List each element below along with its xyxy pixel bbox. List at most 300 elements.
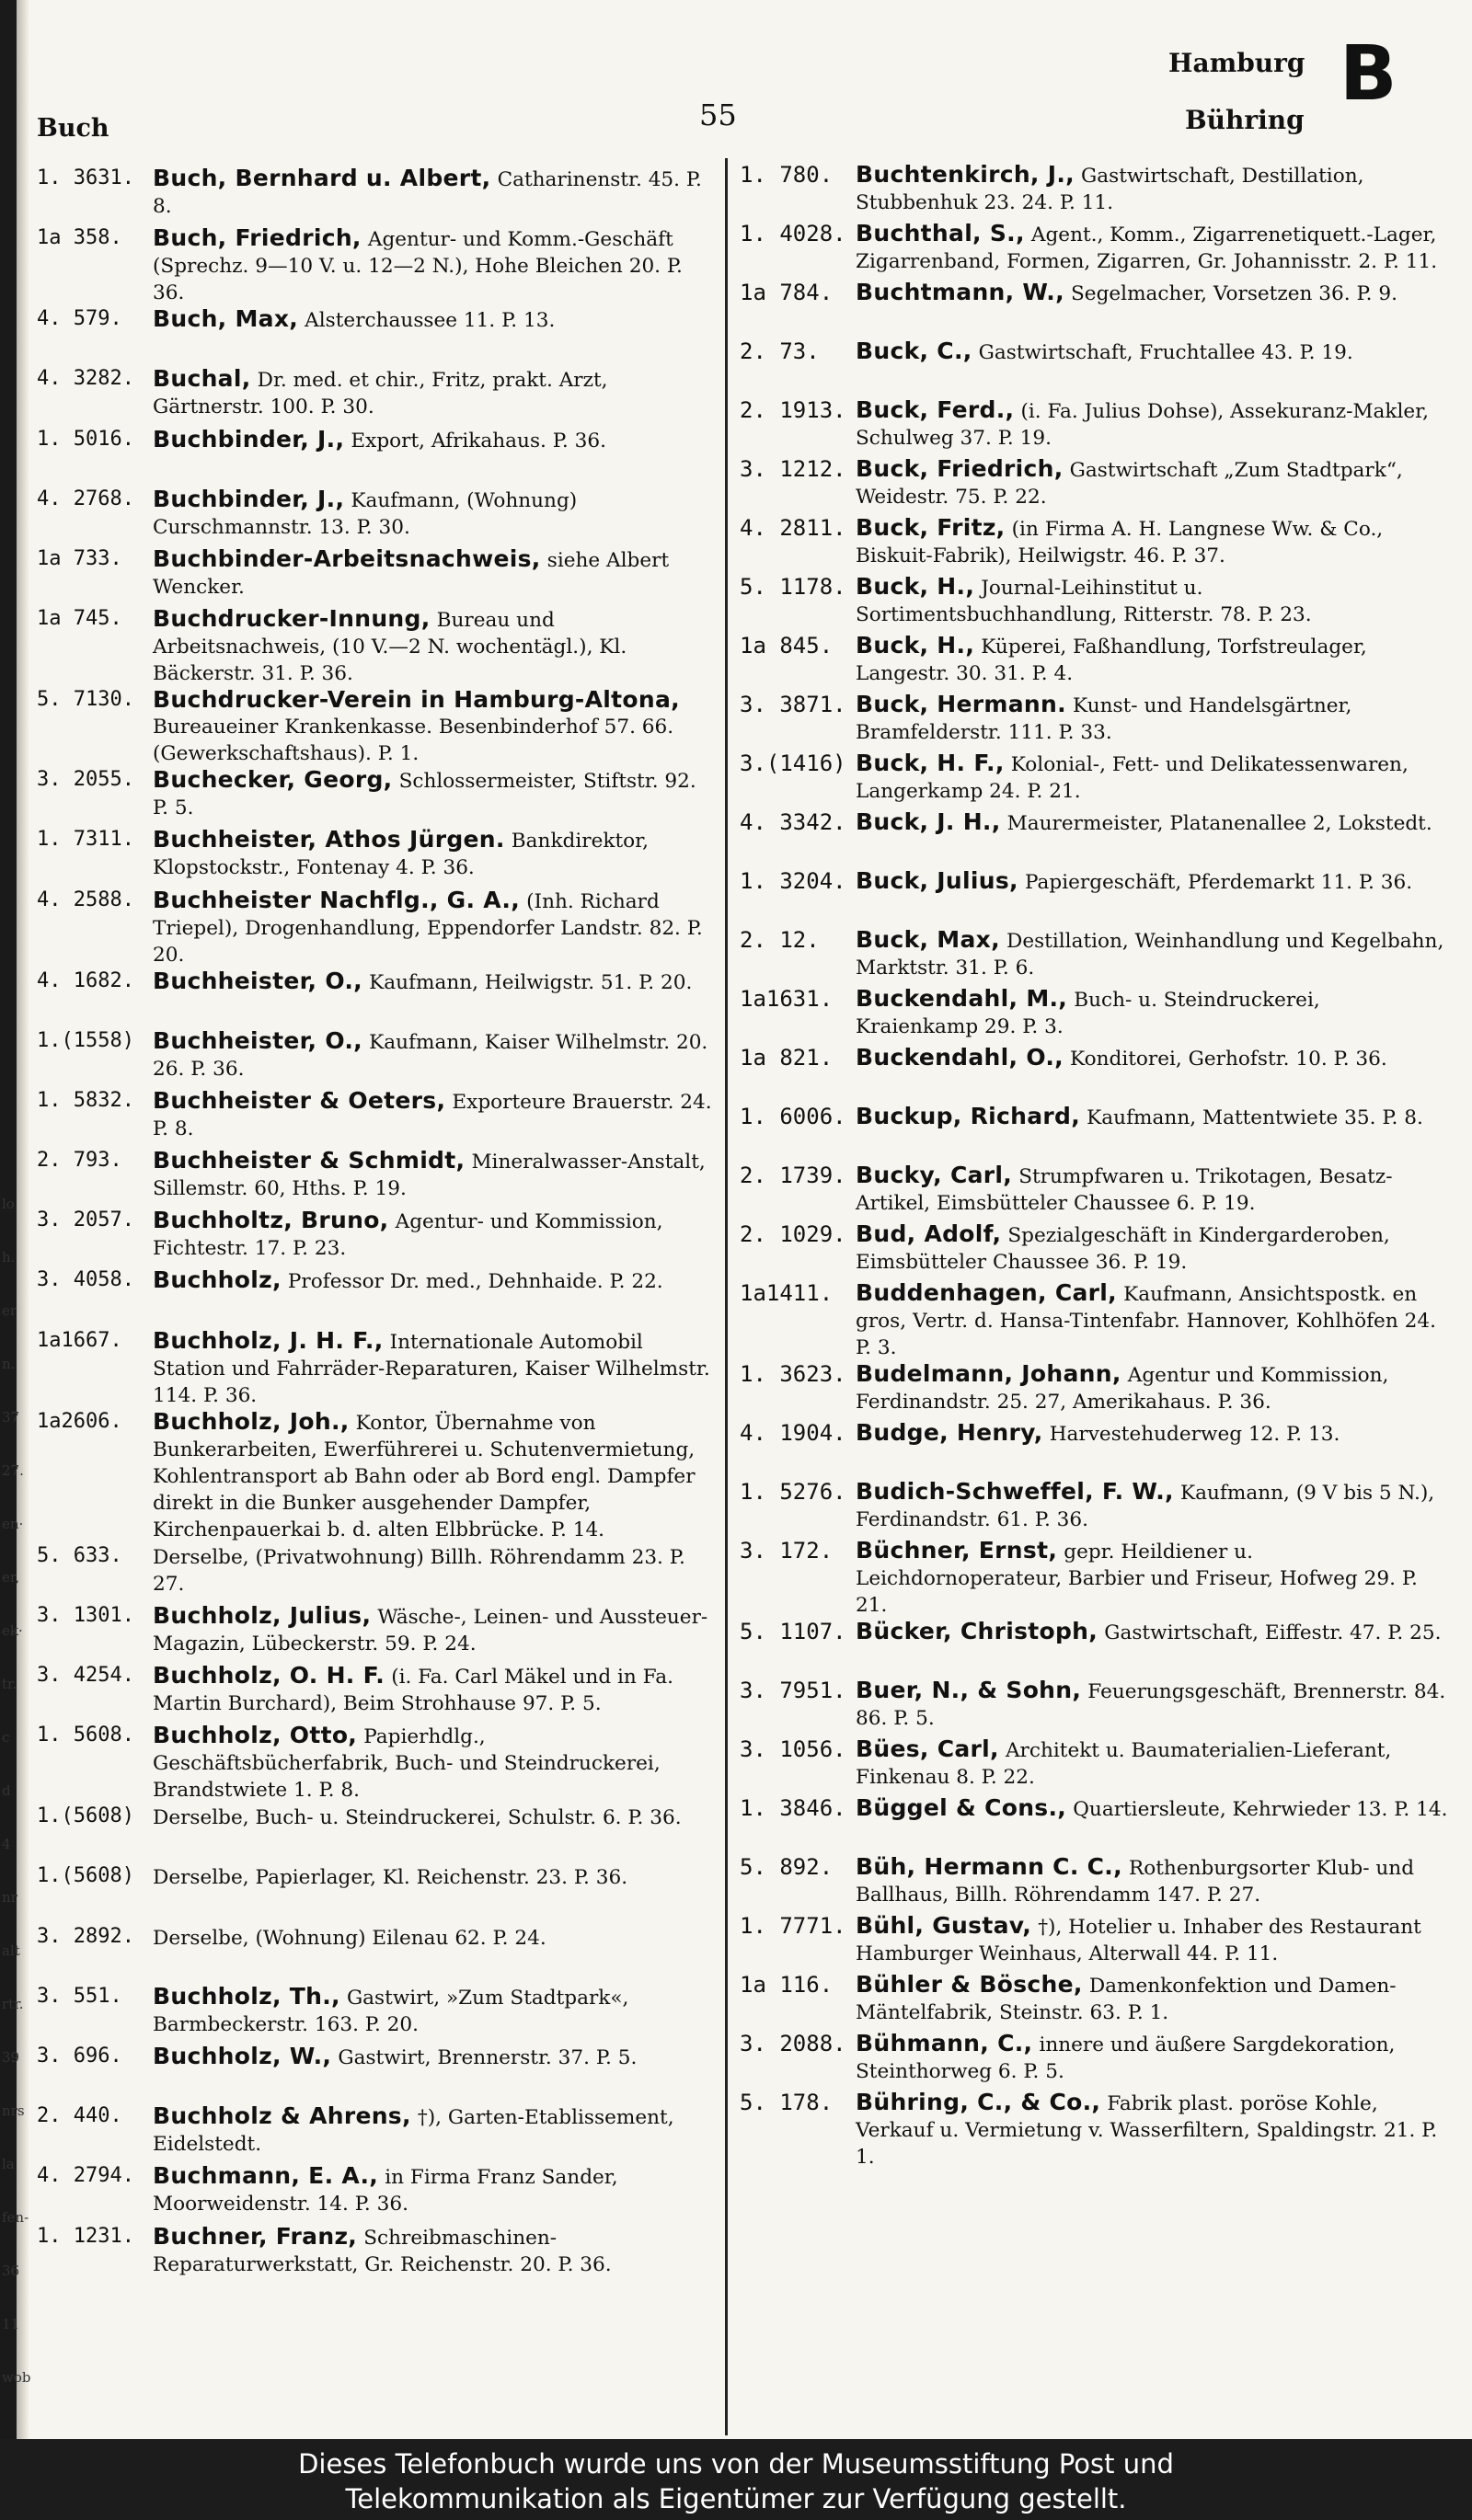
entry-text: [856, 633, 1448, 687]
phone-number: 2. 440.: [37, 2104, 122, 2128]
entry-text: [153, 1804, 718, 1831]
subscriber-name: Buer, N., & Sohn,: [856, 1677, 1082, 1703]
entry-text: [153, 1984, 718, 2038]
entry-text: [153, 968, 718, 996]
subscriber-name: Buck, H.,: [856, 632, 975, 659]
subscriber-name: Buck, J. H.,: [856, 808, 1001, 835]
entry-text: [856, 1619, 1448, 1646]
subscriber-details: Gastwirtschaft, Eiffestr. 47. P. 25.: [1104, 1621, 1442, 1644]
entry-text: [856, 2090, 1448, 2171]
edge-fragment: nr: [2, 1889, 17, 1906]
phone-number: 3. 696.: [37, 2044, 122, 2068]
subscriber-name: Buchheister & Schmidt,: [153, 1147, 466, 1174]
entry-text: [856, 927, 1448, 981]
entry-text: [856, 1280, 1448, 1361]
subscriber-name: Büh, Hermann C. C.,: [856, 1853, 1122, 1880]
subscriber-name: Buchholz, Th.,: [153, 1982, 340, 2010]
entry-text: [153, 2224, 718, 2278]
entry-text: [856, 1736, 1448, 1791]
subscriber-name: Buchholz, Joh.,: [153, 1407, 350, 1435]
subscriber-name: Buchbinder-Arbeitsnachweis,: [153, 544, 541, 572]
directory-entry: [37, 1267, 718, 1327]
entry-text: [856, 750, 1448, 805]
subscriber-name: Buchholtz, Bruno,: [153, 1207, 389, 1234]
entry-text: [153, 767, 718, 821]
phone-number: 1. 3204.: [740, 868, 846, 894]
directory-entry: [740, 221, 1448, 280]
subscriber-name: Buchdrucker-Innung,: [153, 605, 431, 633]
phone-number: 1. 5832.: [37, 1088, 134, 1112]
edge-fragment: 27.: [2, 1462, 24, 1479]
directory-entry: [37, 827, 718, 887]
subscriber-details: Agentur- und Kommission, Fichtestr. 17. P. 23.: [153, 1210, 663, 1261]
entry-text: [153, 1328, 718, 1409]
phone-number: 3. 1301.: [37, 1603, 134, 1627]
edge-fragment: en·: [2, 1516, 24, 1532]
edge-fragment: wob: [2, 2369, 31, 2386]
phone-number: 1. 5276.: [740, 1479, 846, 1505]
directory-entry: [740, 1361, 1448, 1420]
subscriber-details: Rothenburgsorter Klub- und Ballhaus, Billh. Röhrendamm 147. P. 27.: [856, 1857, 1415, 1907]
subscriber-name: Buchheister, Athos Jürgen.: [153, 826, 505, 853]
footer-line-2: Telekommunikation als Eigentümer zur Verfügung gestellt.: [345, 2483, 1127, 2514]
directory-entry: [740, 1104, 1448, 1163]
subscriber-name: Bühl, Gustav,: [856, 1912, 1032, 1939]
entry-text: [856, 1479, 1448, 1533]
directory-entry: [37, 968, 718, 1028]
edge-fragment: lo: [2, 1196, 15, 1212]
phone-number: 1a2606.: [37, 1409, 122, 1433]
entry-text: [153, 487, 718, 541]
entry-text: [856, 397, 1448, 452]
phone-number: 1a 821.: [740, 1045, 834, 1071]
entry-text: [856, 221, 1448, 275]
directory-entry: [740, 1163, 1448, 1221]
directory-entry: [740, 1538, 1448, 1619]
subscriber-details: Gastwirtschaft „Zum Stadtpark“, Weidestr. 75. P. 22.: [856, 459, 1403, 509]
phone-number: 1. 5608.: [37, 1724, 134, 1747]
subscriber-details: Mineralwasser-Anstalt, Sillemstr. 60, Hths. P. 19.: [153, 1151, 706, 1201]
subscriber-name: Buchheister Nachflg., G. A.,: [153, 886, 520, 913]
phone-number: 1. 4028.: [740, 221, 846, 246]
edge-fragment: tr.: [2, 1676, 17, 1692]
entry-text: [856, 1420, 1448, 1448]
subscriber-name: Buchtmann, W.,: [856, 279, 1064, 305]
directory-entry: [740, 1280, 1448, 1361]
header-left-word: Buch: [37, 114, 109, 143]
entry-text: [856, 1678, 1448, 1732]
directory-entry: [740, 1678, 1448, 1736]
edge-fragment: h.: [2, 1249, 16, 1266]
edge-fragment: 36: [2, 2262, 20, 2279]
subscriber-details: Wäsche-, Leinen- und Aussteuer-Magazin, Lübeckerstr. 59. P. 24.: [153, 1605, 708, 1655]
directory-entry: [37, 1984, 718, 2044]
subscriber-details: †), Garten-Etablissement, Eidelstedt.: [153, 2106, 674, 2157]
subscriber-details: Küperei, Faßhandlung, Torfstreulager, Langestr. 30. 31. P. 4.: [856, 636, 1367, 685]
phone-number: 3. 2892.: [37, 1924, 134, 1948]
directory-entry: [740, 692, 1448, 750]
subscriber-name: Büggel & Cons.,: [856, 1794, 1067, 1821]
directory-entry: [37, 1924, 718, 1984]
subscriber-name: Buch, Max,: [153, 305, 299, 333]
phone-number: 3. 7951.: [740, 1678, 846, 1703]
edge-fragment: er: [2, 1302, 17, 1319]
phone-number: 1.(1558): [37, 1028, 134, 1052]
entry-text: [153, 2103, 718, 2158]
phone-number: 1.(5608): [37, 1864, 134, 1888]
phone-number: 3. 4254.: [37, 1664, 134, 1687]
entry-text: [856, 1913, 1448, 1967]
subscriber-details: Kaufmann, (Wohnung) Curschmannstr. 13. P. 30.: [153, 488, 578, 539]
subscriber-details: in Firma Franz Sander, Moorweidenstr. 14. P. 36.: [153, 2166, 618, 2216]
phone-number: 4. 1682.: [37, 968, 134, 992]
subscriber-details: Derselbe, (Privatwohnung) Billh. Röhrendamm 23. P. 27.: [153, 1545, 685, 1596]
subscriber-name: Buchholz, O. H. F.: [153, 1662, 385, 1689]
entry-text: [856, 515, 1448, 569]
directory-entry: [37, 427, 718, 487]
edge-fragment: n.: [2, 1356, 16, 1372]
directory-entry: [740, 986, 1448, 1045]
directory-entry: [740, 1972, 1448, 2031]
subscriber-name: Buck, Hermann.: [856, 691, 1066, 717]
directory-entry: [37, 2224, 718, 2284]
entry-text: [153, 2163, 718, 2217]
entry-text: [856, 868, 1448, 896]
phone-number: 3. 3871.: [740, 692, 846, 717]
edge-fragment: c: [2, 1729, 10, 1746]
page-number: 55: [699, 97, 737, 132]
subscriber-details: Kaufmann, Mattentwiete 35. P. 8.: [1087, 1106, 1423, 1129]
subscriber-details: Kontor, Übernahme von Bunkerarbeiten, Ewerführerei u. Schutenvermietung, Kohlentransport ab Bahn oder ab Bord engl. Dampfer direkt in die Bunker ausgehender Dampfer, Kirchenpauerkai b. d. alten Elbbrücke. P. 14.: [153, 1411, 696, 1541]
subscriber-details: gepr. Heildiener u. Leichdornoperateur, Barbier und Friseur, Hofweg 29. P. 21.: [856, 1541, 1418, 1617]
phone-number: 5. 633.: [37, 1543, 122, 1567]
entry-text: [153, 606, 718, 687]
subscriber-details: Catharinenstr. 45. P. 8.: [153, 168, 702, 218]
entry-text: [153, 1409, 718, 1543]
entry-text: [153, 1088, 718, 1142]
directory-entry: [740, 574, 1448, 633]
edge-fragment: d: [2, 1782, 11, 1799]
directory-entry: [37, 888, 718, 968]
edge-fragment: 37: [2, 1409, 20, 1426]
directory-entry: [740, 1854, 1448, 1913]
subscriber-name: Budge, Henry,: [856, 1419, 1043, 1446]
phone-number: 3. 2055.: [37, 768, 134, 792]
phone-number: 1.(5608): [37, 1804, 134, 1828]
header-right-word: Bühring: [1185, 105, 1305, 135]
subscriber-name: Buck, H. F.,: [856, 750, 1005, 776]
subscriber-name: Buck, Julius,: [856, 867, 1018, 894]
entry-text: [153, 1863, 718, 1891]
subscriber-name: Buchheister, O.,: [153, 1026, 362, 1054]
phone-number: 4. 1904.: [740, 1420, 846, 1446]
entry-text: [153, 306, 718, 334]
column-divider: [725, 158, 728, 2435]
entry-text: [153, 1148, 718, 1202]
phone-number: 1. 7311.: [37, 828, 134, 852]
directory-entry: [37, 767, 718, 827]
subscriber-details: Kaufmann, Kaiser Wilhelmstr. 20. 26. P. 36.: [153, 1030, 708, 1081]
directory-entry: [37, 1088, 718, 1148]
entry-text: [856, 1221, 1448, 1276]
phone-number: 3. 172.: [740, 1538, 834, 1564]
entry-text: [856, 1163, 1448, 1217]
directory-entry: [37, 1804, 718, 1863]
subscriber-details: Destillation, Weinhandlung und Kegelbahn, Marktstr. 31. P. 6.: [856, 930, 1444, 979]
entry-text: [856, 338, 1448, 366]
subscriber-name: Buckup, Richard,: [856, 1103, 1081, 1129]
subscriber-name: Buck, Fritz,: [856, 514, 1006, 541]
entry-text: [153, 1267, 718, 1295]
entry-text: [153, 1663, 718, 1717]
phone-number: 2. 1739.: [740, 1163, 846, 1188]
phone-number: 2. 73.: [740, 338, 820, 364]
subscriber-details: Fabrik plast. poröse Kohle, Verkauf u. Vermietung v. Wasserfiltern, Spaldingstr. 21. P. 1.: [856, 2092, 1438, 2169]
subscriber-name: Buchheister, O.,: [153, 967, 362, 994]
phone-number: 5. 1178.: [740, 574, 846, 600]
subscriber-details: Segelmacher, Vorsetzen 36. P. 9.: [1071, 282, 1397, 305]
subscriber-name: Buchecker, Georg,: [153, 766, 393, 794]
subscriber-details: †), Hotelier u. Inhaber des Restaurant Hamburger Weinhaus, Alterwall 44. P. 11.: [856, 1916, 1421, 1965]
entry-text: [856, 692, 1448, 746]
subscriber-details: Bureau und Arbeitsnachweis, (10 V.—2 N. wochentägl.), Kl. Bäckerstr. 31. P. 36.: [153, 609, 627, 686]
subscriber-name: Bühring, C., & Co.,: [856, 2089, 1101, 2115]
phone-number: 3. 1056.: [740, 1736, 846, 1762]
directory-entry: [740, 809, 1448, 868]
subscriber-details: Internationale Automobil Station und Fahrräder-Reparaturen, Kaiser Wilhelmstr. 114. P. 36.: [153, 1330, 710, 1407]
subscriber-name: Buck, H.,: [856, 573, 975, 600]
entry-text: [856, 1538, 1448, 1619]
edge-fragment: 4: [2, 1836, 11, 1852]
phone-number: 4. 3342.: [740, 809, 846, 835]
subscriber-name: Buck, Friedrich,: [856, 455, 1064, 482]
subscriber-details: Kaufmann, Ansichtspostk. en gros, Vertr. d. Hansa-Tintenfabr. Hannover, Kohlhöfen 24. P. 3.: [856, 1283, 1436, 1359]
directory-entry: [740, 1736, 1448, 1795]
subscriber-details: Damenkonfektion und Damen-Mäntelfabrik, Steinstr. 63. P. 1.: [856, 1975, 1397, 2024]
subscriber-details: Professor Dr. med., Dehnhaide. P. 22.: [287, 1270, 663, 1294]
subscriber-details: Derselbe, (Wohnung) Eilenau 62. P. 24.: [153, 1926, 546, 1950]
directory-entry: [37, 2103, 718, 2163]
header-city: Hamburg: [1168, 48, 1305, 78]
phone-number: 3. 551.: [37, 1984, 122, 2008]
directory-entry: [37, 1543, 718, 1603]
subscriber-name: Buchholz,: [153, 1266, 282, 1294]
subscriber-name: Buchholz, W.,: [153, 2042, 332, 2069]
entry-text: [856, 1972, 1448, 2026]
subscriber-details: Agentur und Kommission, Ferdinandstr. 25. 27, Amerikahaus. P. 36.: [856, 1364, 1389, 1414]
directory-entry: [740, 2090, 1448, 2171]
directory-entry: [740, 1913, 1448, 1972]
subscriber-name: Buchner, Franz,: [153, 2222, 358, 2250]
phone-number: 2. 12.: [740, 927, 820, 953]
phone-number: 1. 1231.: [37, 2224, 134, 2248]
edge-fragment: 39: [2, 2049, 20, 2066]
subscriber-name: Bühler & Bösche,: [856, 1971, 1083, 1998]
phone-number: 4. 2588.: [37, 888, 134, 911]
directory-entry: [37, 1208, 718, 1267]
subscriber-details: Bankdirektor, Klopstockstr., Fontenay 4. P. 36.: [153, 830, 649, 880]
subscriber-name: Bücker, Christoph,: [856, 1618, 1098, 1644]
entry-text: [153, 1723, 718, 1804]
subscriber-details: Journal-Leihinstitut u. Sortimentsbuchhandlung, Ritterstr. 78. P. 23.: [856, 577, 1312, 626]
subscriber-details: (i. Fa. Julius Dohse), Assekuranz-Makler, Schulweg 37. P. 19.: [856, 400, 1429, 450]
subscriber-name: Buch, Friedrich,: [153, 224, 362, 252]
phone-number: 4. 3282.: [37, 367, 134, 391]
directory-entry: [740, 1045, 1448, 1104]
entry-text: [153, 366, 718, 420]
directory-entry: [37, 1663, 718, 1723]
subscriber-name: Buch, Bernhard u. Albert,: [153, 165, 491, 191]
subscriber-details: Gastwirt, »Zum Stadtpark«, Barmbeckerstr. 163. P. 20.: [153, 1986, 629, 2036]
directory-entry: [740, 1795, 1448, 1854]
adjacent-page-fragments: [0, 0, 31, 2439]
phone-number: 2. 1913.: [740, 397, 846, 423]
directory-entry: [740, 1221, 1448, 1280]
entry-text: [856, 809, 1448, 837]
edge-fragment: 11: [2, 2316, 20, 2332]
directory-entry: [740, 397, 1448, 456]
directory-entry: [37, 306, 718, 366]
phone-number: 1a 358.: [37, 226, 122, 250]
phone-number: 1. 780.: [740, 162, 834, 188]
subscriber-name: Büchner, Ernst,: [856, 1537, 1058, 1564]
subscriber-details: Agentur- und Komm.-Geschäft (Sprechz. 9—10 V. u. 12—2 N.), Hohe Bleichen 20. P. 36.: [153, 228, 683, 305]
directory-entry: [740, 633, 1448, 692]
directory-entry: [37, 1328, 718, 1409]
subscriber-details: Gastwirtschaft, Fruchtallee 43. P. 19.: [978, 341, 1353, 364]
subscriber-name: Buchal,: [153, 365, 251, 393]
edge-fragment: alt: [2, 1942, 20, 1959]
subscriber-name: Budich-Schweffel, F. W.,: [856, 1478, 1174, 1505]
subscriber-details: Konditorei, Gerhofstr. 10. P. 36.: [1070, 1048, 1387, 1071]
directory-entry: [740, 868, 1448, 927]
directory-entry: [37, 1863, 718, 1923]
subscriber-details: Gastwirtschaft, Destillation, Stubbenhuk 23. 24. P. 11.: [856, 165, 1364, 214]
subscriber-details: Quartiersleute, Kehrwieder 13. P. 14.: [1073, 1798, 1448, 1821]
subscriber-details: Papierhdlg., Geschäftsbücherfabrik, Buch- und Steindruckerei, Brandstwiete 1. P. 8.: [153, 1725, 661, 1803]
phone-number: 1a 745.: [37, 607, 122, 631]
subscriber-name: Buchthal, S.,: [856, 220, 1025, 246]
subscriber-details: Kaufmann, (9 V bis 5 N.), Ferdinandstr. 61. P. 36.: [856, 1482, 1435, 1531]
subscriber-details: (i. Fa. Carl Mäkel und in Fa. Martin Burchard), Beim Strohhause 97. P. 5.: [153, 1666, 673, 1715]
directory-entry: [37, 1603, 718, 1663]
subscriber-name: Buckendahl, O.,: [856, 1044, 1064, 1071]
subscriber-name: Buchmann, E. A.,: [153, 2162, 379, 2190]
subscriber-details: Strumpfwaren u. Trikotagen, Besatz-Artikel, Eimsbütteler Chaussee 6. P. 19.: [856, 1165, 1393, 1215]
subscriber-details: siehe Albert Wencker.: [153, 548, 670, 599]
subscriber-details: Bureaueiner Krankenkasse. Besenbinderhof 57. 66. (Gewerkschaftshaus). P. 1.: [153, 716, 674, 766]
subscriber-name: Buchbinder, J.,: [153, 425, 345, 452]
directory-entry: [740, 1420, 1448, 1479]
phone-number: 4. 2794.: [37, 2164, 134, 2188]
directory-entry: [740, 338, 1448, 397]
subscriber-details: Feuerungsgeschäft, Brennerstr. 84. 86. P. 5.: [856, 1680, 1446, 1730]
subscriber-name: Buchholz, J. H. F.,: [153, 1326, 384, 1354]
entry-text: [856, 1854, 1448, 1908]
directory-entry: [37, 2044, 718, 2103]
entry-text: [856, 2031, 1448, 2085]
phone-number: 4. 2811.: [740, 515, 846, 541]
directory-entry: [37, 1723, 718, 1804]
phone-number: 5. 1107.: [740, 1619, 846, 1644]
phone-number: 3. 2088.: [740, 2031, 846, 2056]
entry-text: [153, 2044, 718, 2071]
entry-text: [153, 1028, 718, 1082]
subscriber-details: Export, Afrikahaus. P. 36.: [351, 429, 606, 452]
phone-number: 2. 1029.: [740, 1221, 846, 1247]
subscriber-name: Bües, Carl,: [856, 1735, 999, 1762]
subscriber-details: Dr. med. et chir., Fritz, prakt. Arzt, Gärtnerstr. 100. P. 30.: [153, 369, 608, 419]
phone-number: 4. 579.: [37, 307, 122, 331]
directory-entry: [37, 366, 718, 426]
phone-number: 3. 4058.: [37, 1268, 134, 1292]
entry-text: [153, 888, 718, 968]
entry-text: [153, 166, 718, 220]
subscriber-details: (Inh. Richard Triepel), Drogenhandlung, Eppendorfer Landstr. 82. P. 20.: [153, 889, 703, 967]
directory-entry: [740, 515, 1448, 574]
edge-fragment: la: [2, 2156, 15, 2172]
subscriber-details: Schlossermeister, Stiftstr. 92. P. 5.: [153, 770, 696, 820]
subscriber-name: Buck, Max,: [856, 926, 1000, 953]
subscriber-name: Bühmann, C.,: [856, 2030, 1033, 2056]
phone-number: 3. 2057.: [37, 1208, 134, 1232]
phone-number: 1a 784.: [740, 280, 834, 305]
phone-number: 1. 7771.: [740, 1913, 846, 1939]
header-letter: B: [1340, 30, 1397, 118]
subscriber-details: Derselbe, Papierlager, Kl. Reichenstr. 23. P. 36.: [153, 1866, 628, 1890]
subscriber-details: Alsterchaussee 11. P. 13.: [305, 309, 556, 333]
phone-number: 1a1631.: [740, 986, 834, 1012]
edge-fragment: er,: [2, 1569, 20, 1586]
left-column: [37, 166, 718, 2284]
subscriber-name: Buddenhagen, Carl,: [856, 1279, 1117, 1306]
directory-entry: [37, 606, 718, 687]
directory-entry: [37, 1148, 718, 1208]
directory-entry: [37, 546, 718, 606]
entry-text: [153, 1603, 718, 1657]
phone-number: 4. 2768.: [37, 487, 134, 510]
subscriber-details: (in Firma A. H. Langnese Ww. & Co., Biskuit-Fabrik), Heilwigstr. 46. P. 37.: [856, 518, 1384, 567]
subscriber-details: Kaufmann, Heilwigstr. 51. P. 20.: [369, 970, 693, 994]
entry-text: [856, 986, 1448, 1040]
subscriber-details: Spezialgeschäft in Kindergarderoben, Eimsbütteler Chaussee 36. P. 19.: [856, 1224, 1390, 1274]
entry-text: [153, 225, 718, 306]
entry-text: [153, 1924, 718, 1952]
entry-text: [153, 1208, 718, 1262]
directory-entry: [740, 1619, 1448, 1678]
subscriber-name: Bucky, Carl,: [856, 1162, 1013, 1188]
subscriber-name: Buchheister & Oeters,: [153, 1086, 446, 1114]
phone-number: 5. 892.: [740, 1854, 834, 1880]
phone-number: 1a1411.: [740, 1280, 834, 1306]
phone-number: 1a1667.: [37, 1328, 122, 1352]
directory-entry: [37, 1028, 718, 1088]
directory-entry: [37, 687, 718, 767]
edge-fragment: fen-: [2, 2209, 29, 2226]
phone-number: 2. 793.: [37, 1149, 122, 1173]
subscriber-details: Papiergeschäft, Pferdemarkt 11. P. 36.: [1024, 871, 1413, 894]
entry-text: [153, 546, 718, 601]
entry-text: [856, 1104, 1448, 1131]
entry-text: [856, 280, 1448, 307]
subscriber-details: Exporteure Brauerstr. 24. P. 8.: [153, 1090, 712, 1140]
entry-text: [856, 574, 1448, 628]
directory-entry: [740, 456, 1448, 515]
phone-number: 3. 1212.: [740, 456, 846, 482]
entry-text: [153, 1543, 718, 1598]
directory-entry: [740, 2031, 1448, 2090]
directory-entry: [37, 166, 718, 225]
